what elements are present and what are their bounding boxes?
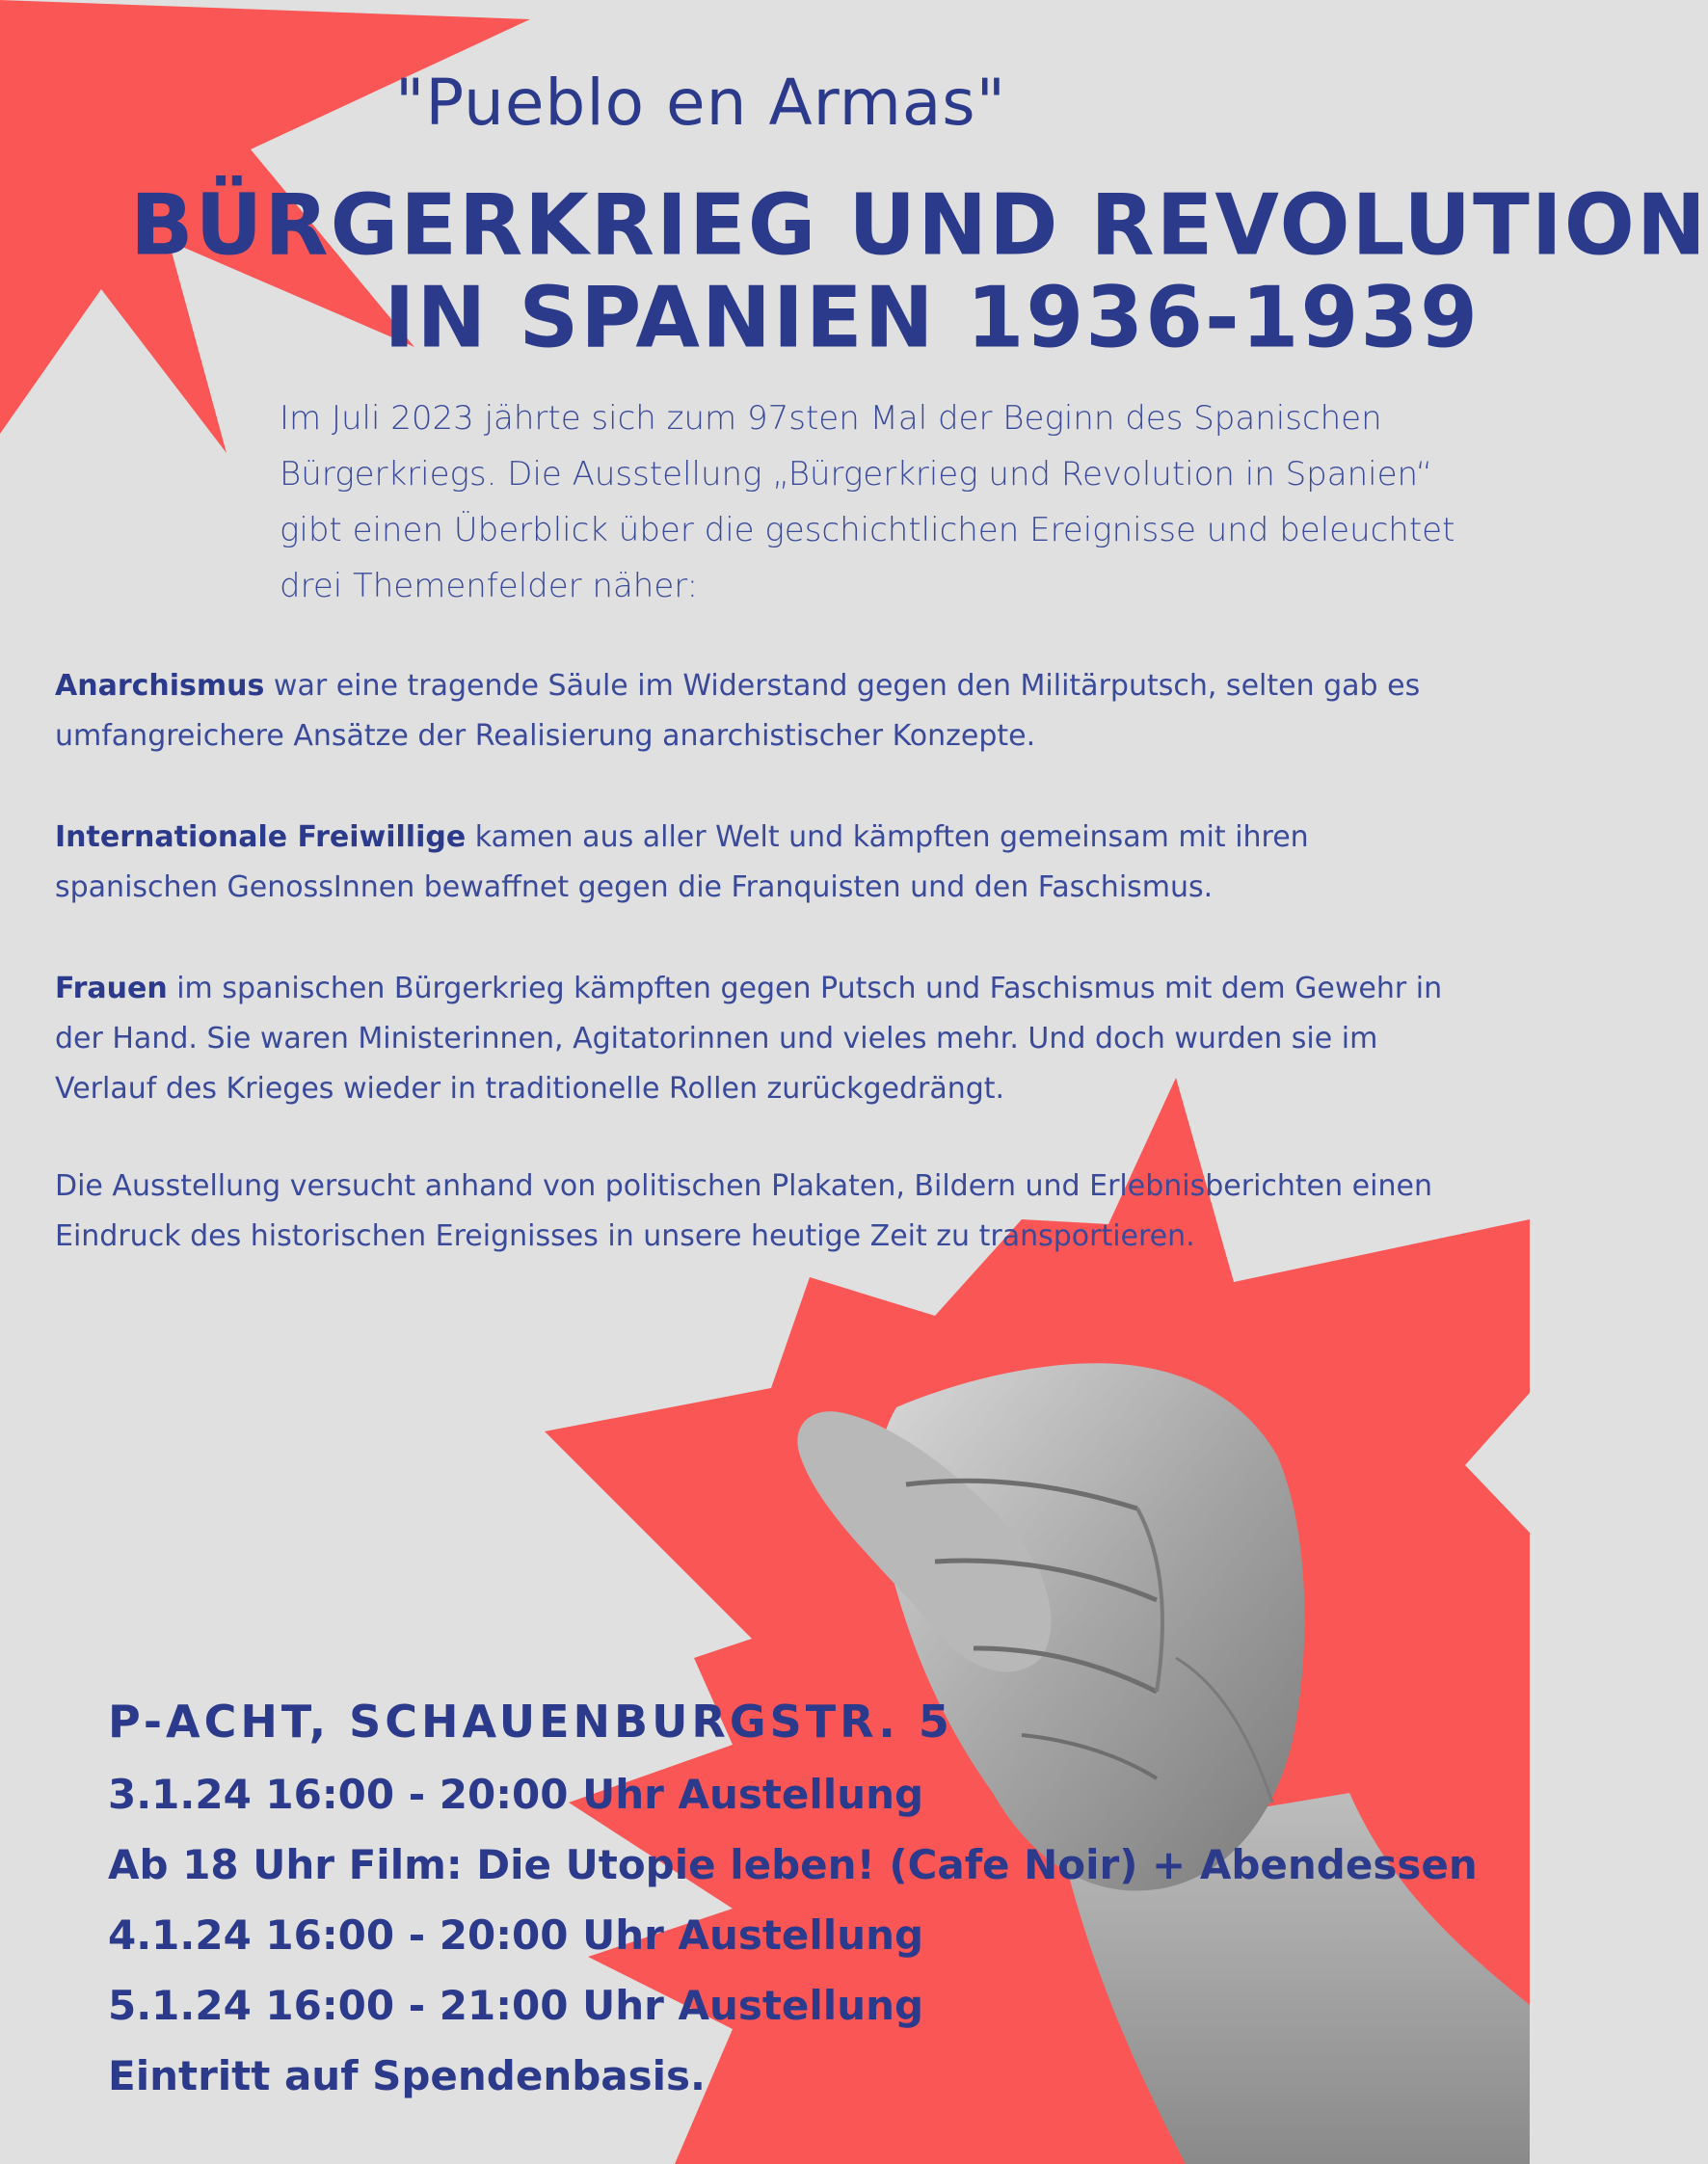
topic-term: Anarchismus	[55, 669, 265, 703]
topic-frauen	[55, 964, 1443, 1114]
topic-term: Frauen	[55, 972, 168, 1005]
topic-internationale-freiwillige	[55, 813, 1443, 913]
title-line-1: BÜRGERKRIEG UND REVOLUTION	[130, 176, 1708, 276]
topic-term: Internationale Freiwillige	[55, 820, 467, 854]
exhibition-subtitle: "Pueblo en Armas"	[395, 66, 1007, 140]
intro-paragraph: Im Juli 2023 jährte sich zum 97sten Mal der Beginn des Spanischen Bürgerkriegs. Die Ausstellung „Bürgerkrieg und Revolution in Spanien“ gibt einen Überblick über die geschichtlichen Ereignisse und beleuchtet drei Themenfelder näher:	[280, 399, 1455, 605]
event-line: 5.1.24 16:00 - 21:00 Uhr Austellung	[108, 1982, 924, 2029]
title-line-2: IN SPANIEN 1936-1939	[384, 268, 1480, 367]
event-line: 4.1.24 16:00 - 20:00 Uhr Austellung	[108, 1911, 924, 1959]
topic-text: im spanischen Bürgerkrieg kämpften gegen Putsch und Faschismus mit dem Gewehr in der Hand. Sie waren Ministerinnen, Agitatorinnen und vieles mehr. Und doch wurden sie im Verlauf des Krieges wieder in traditionelle Rollen zurückgedrängt.	[55, 972, 1443, 1106]
event-line: 3.1.24 16:00 - 20:00 Uhr Austellung	[108, 1771, 924, 1818]
event-venue: P-ACHT, SCHAUENBURGSTR. 5	[108, 1696, 953, 1748]
event-details	[108, 1692, 1478, 2111]
topic-anarchismus	[55, 661, 1443, 761]
closing-paragraph: Die Ausstellung versucht anhand von politischen Plakaten, Bildern und Erlebnisberichten einen Eindruck des historischen Ereignisses in unsere heutige Zeit zu transportieren.	[55, 1169, 1432, 1253]
event-line: Eintritt auf Spendenbasis.	[108, 2052, 706, 2099]
page-title	[130, 176, 1708, 367]
event-line: Ab 18 Uhr Film: Die Utopie leben! (Cafe Noir) + Abendessen	[108, 1841, 1478, 1888]
topic-text: war eine tragende Säule im Widerstand gegen den Militärputsch, selten gab es umfangreichere Ansätze der Realisierung anarchistischer Konzepte.	[55, 669, 1421, 753]
topic-text: kamen aus aller Welt und kämpften gemeinsam mit ihren spanischen GenossInnen bewaffnet gegen die Franquisten und den Faschismus.	[55, 820, 1309, 904]
